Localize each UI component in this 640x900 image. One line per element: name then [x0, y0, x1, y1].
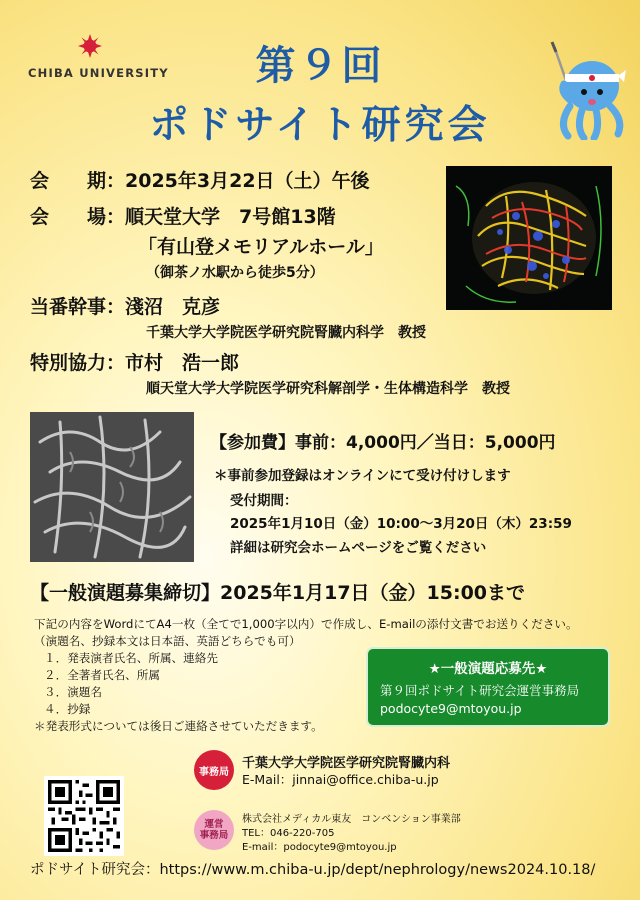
- language-note: （演題名、抄録本文は日本語、英語どちらでも可）: [34, 634, 301, 648]
- fee-line: 【参加費】事前：4,000円／当日：5,000円: [210, 433, 556, 453]
- glomerulus-fluorescence-image: [446, 166, 612, 310]
- registration-period-label: 受付期間：: [230, 493, 298, 509]
- secretariat-email[interactable]: E-Mail：jinnai@office.chiba-u.jp: [242, 772, 439, 787]
- management-badge-line1: 運営: [204, 819, 224, 830]
- organizer-affiliation: 千葉大学大学院医学研究院腎臓内科学 教授: [146, 325, 426, 341]
- venue-hall: 「有山登メモリアルホール」: [138, 236, 384, 258]
- podocyte-sem-image: [30, 412, 194, 562]
- management-email[interactable]: E-mail：podocyte9@mtoyou.jp: [242, 842, 397, 853]
- cooperation-label: 特別協力：: [30, 352, 126, 374]
- abstract-deadline: 【一般演題募集締切】2025年1月17日（金）15:00まで: [30, 582, 526, 604]
- secretariat-badge: 事務局: [194, 750, 234, 790]
- venue-label: 会 場：: [30, 206, 126, 228]
- abstract-item-4: ４．抄録: [44, 702, 91, 716]
- venue-access: （御茶ノ水駅から徒歩5分）: [146, 265, 324, 281]
- qr-code-icon[interactable]: [44, 776, 124, 856]
- details-note: 詳細は研究会ホームページをご覧ください: [230, 540, 487, 556]
- venue-row: [30, 202, 336, 229]
- homepage-url[interactable]: ポドサイト研究会：https://www.m.chiba-u.jp/dept/nephrology/news2024.10.18/: [30, 862, 596, 878]
- management-badge: [194, 810, 234, 850]
- abstract-item-2: ２．全著者氏名、所属: [44, 668, 160, 682]
- organizer-label: 当番幹事：: [30, 296, 126, 318]
- management-company: 株式会社メディカル東友 コンベンション事業部: [242, 814, 461, 825]
- submission-office: 第９回ポドサイト研究会運営事務局: [380, 683, 580, 698]
- abstract-instruction: 下記の内容をWordにてA4一枚（全てで1,000字以内）で作成し、E-mailの添付文書でお送りください。: [34, 617, 578, 631]
- organizer-name: 淺沼 克彦: [125, 296, 221, 318]
- registration-period-value: 2025年1月10日（金）10:00〜3月20日（木）23:59: [230, 516, 572, 532]
- event-number-title: 第９回: [255, 43, 385, 89]
- date-value: 2025年3月22日（土）午後: [125, 170, 370, 192]
- online-registration-note: ＊事前参加登録はオンラインにて受け付けします: [214, 468, 511, 484]
- submission-box: [366, 647, 610, 727]
- cooperation-row: [30, 348, 239, 375]
- cooperation-name: 市村 浩一郎: [125, 352, 240, 374]
- event-title: ポドサイト研究会: [149, 103, 491, 148]
- venue-value: 順天堂大学 7号館13階: [125, 206, 336, 228]
- date-row: [30, 166, 370, 193]
- management-badge-line2: 事務局: [199, 830, 229, 841]
- cooperation-affiliation: 順天堂大学大学院医学研究科解剖学・生体構造科学 教授: [146, 381, 510, 397]
- format-note: ＊発表形式については後日ご連絡させていただきます。: [34, 719, 323, 733]
- date-label: 会 期：: [30, 170, 126, 192]
- octopus-mascot-icon: [534, 40, 626, 140]
- abstract-item-3: ３．演題名: [44, 685, 102, 699]
- abstract-item-1: １．発表演者氏名、所属、連絡先: [44, 651, 218, 665]
- university-name: CHIBA UNIVERSITY: [28, 66, 169, 80]
- submission-email[interactable]: podocyte9@mtoyou.jp: [380, 701, 522, 716]
- submission-box-title: ★一般演題応募先★: [428, 661, 548, 677]
- organizer-row: [30, 292, 220, 319]
- management-tel: TEL：046-220-705: [242, 828, 335, 839]
- secretariat-name: 千葉大学大学院医学研究院腎臓内科: [242, 756, 451, 771]
